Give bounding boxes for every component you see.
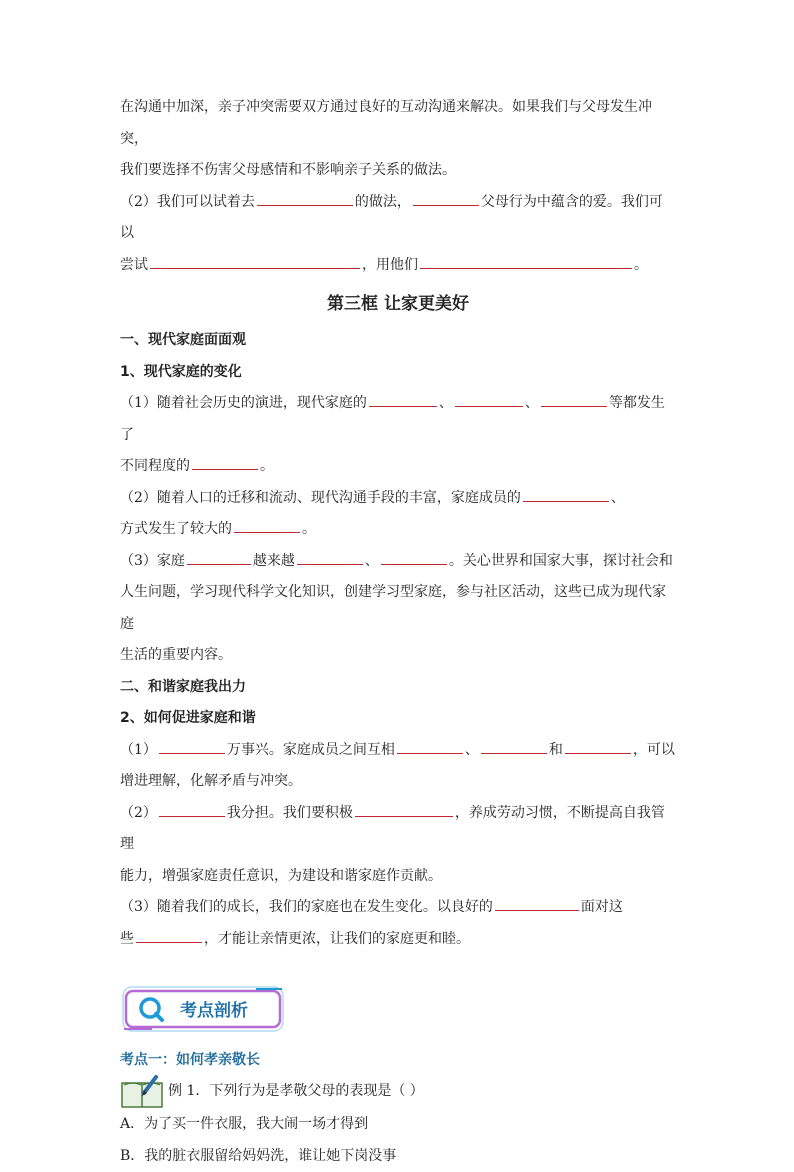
blank[interactable] [257, 190, 353, 206]
blank[interactable] [192, 454, 258, 470]
blank[interactable] [397, 738, 463, 754]
kaodian-1-title: 考点一：如何孝亲敬长 [120, 1045, 676, 1075]
blank[interactable] [541, 391, 607, 407]
blank[interactable] [523, 486, 609, 502]
part2-item-1: （1） 万事兴。家庭成员之间互相 、 和 ，可以 [120, 735, 676, 767]
blank[interactable] [481, 738, 547, 754]
blank[interactable] [159, 738, 225, 754]
badge-label: 考点剖析 [180, 996, 248, 1021]
part2-heading: 二、和谐家庭我出力 [120, 672, 676, 704]
part2-item-3: （3）随着我们的成长，我们的家庭也在发生变化。以良好的 面对这 [120, 892, 676, 924]
book-pencil-icon [120, 1075, 164, 1109]
option-a: A．为了买一件衣服，我大闹一场才得到 [120, 1109, 676, 1141]
part2-item-2-cont: 能力，增强家庭责任意识，为建设和谐家庭作贡献。 [120, 861, 676, 893]
intro-item-2: （2）我们可以试着去 的做法， 父母行为中蕴含的爱。我们可以 [120, 187, 676, 250]
intro-item-2-cont: 尝试 ，用他们 。 [120, 250, 676, 282]
blank[interactable] [420, 253, 632, 269]
blank[interactable] [455, 391, 523, 407]
option-b: B．我的脏衣服留给妈妈洗，谁让她下岗没事 [120, 1141, 676, 1172]
blank[interactable] [495, 895, 579, 911]
blank[interactable] [355, 801, 453, 817]
part1-item-3-cont: 人生问题，学习现代科学文化知识，创建学习型家庭，参与社区活动，这些已成为现代家庭 [120, 577, 676, 640]
part1-item-3-end: 生活的重要内容。 [120, 640, 676, 672]
section-title: 第三框 让家更美好 [120, 287, 676, 321]
document-page [120, 92, 676, 1172]
kaodian-badge [122, 985, 286, 1033]
part1-sub: 1、现代家庭的变化 [120, 357, 676, 389]
part2-sub: 2、如何促进家庭和谐 [120, 703, 676, 735]
part1-item-1: （1）随着社会历史的演进，现代家庭的 、 、 等都发生了 [120, 388, 676, 451]
intro-line-2: 我们要选择不伤害父母感情和不影响亲子关系的做法。 [120, 155, 676, 187]
blank[interactable] [565, 738, 631, 754]
part2-item-2: （2） 我分担。我们要积极 ，养成劳动习惯，不断提高自我管理 [120, 798, 676, 861]
blank[interactable] [159, 801, 225, 817]
part2-item-1-cont: 增进理解，化解矛盾与冲突。 [120, 766, 676, 798]
blank[interactable] [381, 549, 447, 565]
blank[interactable] [413, 190, 479, 206]
blank[interactable] [136, 927, 202, 943]
part1-item-3: （3）家庭 越来越 、 。关心世界和国家大事，探讨社会和 [120, 546, 676, 578]
part1-item-1-cont: 不同程度的 。 [120, 451, 676, 483]
blank[interactable] [187, 549, 251, 565]
example-1-row [120, 1075, 676, 1109]
blank[interactable] [234, 517, 300, 533]
example-1-stem: 例 1．下列行为是孝敬父母的表现是（ ） [168, 1076, 424, 1108]
part2-item-3-cont: 些 ，才能让亲情更浓，让我们的家庭更和睦。 [120, 924, 676, 956]
blank[interactable] [297, 549, 363, 565]
blank[interactable] [369, 391, 437, 407]
part1-heading: 一、现代家庭面面观 [120, 325, 676, 357]
part1-item-2: （2）随着人口的迁移和流动、现代沟通手段的丰富，家庭成员的 、 [120, 483, 676, 515]
intro-line-1: 在沟通中加深，亲子冲突需要双方通过良好的互动沟通来解决。如果我们与父母发生冲突， [120, 92, 676, 155]
blank[interactable] [150, 253, 360, 269]
part1-item-2-cont: 方式发生了较大的 。 [120, 514, 676, 546]
